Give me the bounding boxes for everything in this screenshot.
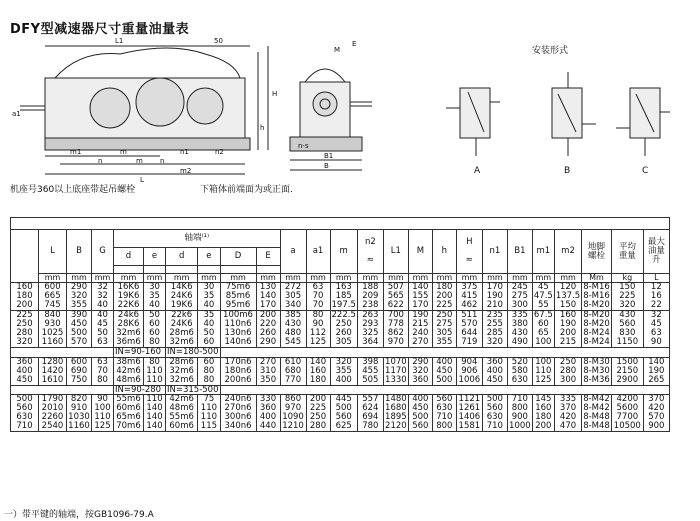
table-cell: 30 35 40 [198, 283, 220, 311]
dimension-table [10, 217, 670, 432]
table-cell: 60 80 80 [198, 357, 220, 385]
unit-cell: mm [280, 274, 306, 283]
unit-cell: mm [198, 274, 220, 283]
unit-cell: mm [532, 274, 554, 283]
front-view-drawing [20, 46, 268, 174]
unit-cell: mm [220, 274, 256, 283]
header-n2: n2 ≈ [357, 230, 383, 274]
table-cell: 360 400 450 [11, 357, 39, 385]
table-cell: 272 305 340 [280, 283, 306, 311]
header-weight: 平均 重量 [611, 230, 643, 274]
label-n-s: n-s [298, 142, 309, 150]
table-cell: 500 560 630 710 [482, 395, 507, 432]
table-cell: 1070 1170 1330 [385, 356, 407, 385]
table-cell: 245 275 300 [507, 283, 532, 311]
header-oil: 最大 油量 升 [643, 230, 669, 274]
unit-cell: mm [166, 274, 198, 283]
header-a1: a1 [306, 230, 330, 274]
table-cell: 600 665 745 [39, 283, 67, 311]
label-h: h [260, 124, 265, 132]
table-cell: 8-M42 8-M42 8-M48 8-M48 [583, 394, 610, 432]
table-cell: 335 370 420 470 [554, 395, 581, 432]
table-cell: 45 47.5 55 [533, 282, 553, 311]
unit-cell: mm [67, 274, 92, 283]
table-cell: 1480 1680 1895 2120 [385, 394, 407, 432]
table-cell: 24k6 28K6 32m6 36m6 [114, 311, 144, 348]
label-m: m [120, 148, 127, 156]
mounting-label-a: A [474, 166, 481, 176]
table-cell: 610 680 770 [280, 357, 306, 385]
table-cell: 80 110 110 [144, 357, 166, 385]
mounting-b-drawing [552, 72, 596, 156]
shaft-ratio-label: IN=90-160 [114, 347, 166, 357]
table-cell: 145 160 180 200 [532, 395, 554, 432]
table-cell: 400 450 500 [432, 357, 456, 385]
unit-cell: mm [456, 274, 482, 283]
header-shaft-e2: e [198, 248, 220, 266]
header-shaft-e1: e [144, 248, 166, 266]
table-cell: 40 45 50 63 [92, 311, 114, 348]
table-subheader-row [11, 347, 670, 357]
table-cell: 170n6 180n6 200n6 [220, 357, 256, 385]
table-cell: 42m6 48m6 55m6 60m6 [166, 395, 198, 432]
table-cell: 398 455 505 [357, 357, 383, 385]
table-cell: 860 970 1090 1210 [280, 395, 306, 432]
table-cell: 32 32 40 [92, 283, 114, 311]
unit-cell: mm [554, 274, 581, 283]
table-top-row [11, 218, 670, 230]
table-header-row [11, 230, 670, 248]
table-cell: 560 630 710 800 [432, 395, 456, 432]
table-cell: 100m6 110n6 130n6 140n6 [220, 311, 256, 348]
table-cell: 507 565 622 [383, 283, 408, 311]
table-cell: 250 280 300 [554, 357, 581, 385]
mounting-title: 安装形式 [532, 46, 569, 56]
header-B1: B1 [507, 230, 532, 274]
mounting-label-c: C [642, 166, 649, 176]
unit-cell: mm [306, 274, 330, 283]
table-cell: 75m6 85m6 95m6 [220, 283, 256, 311]
header-L1: L1 [383, 230, 408, 274]
table-cell: 170 190 210 [482, 283, 507, 311]
table-cell: 235 255 285 320 [482, 311, 507, 348]
note-front-face: 下箱体前端面为或正面. [200, 185, 293, 195]
table-cell: 1121 1261 1406 1581 [456, 395, 482, 432]
table-cell: 55m6 60m6 65m6 70m6 [114, 395, 144, 432]
table-cell: 500 560 630 710 [11, 395, 39, 432]
table-body [11, 283, 670, 432]
table-cell: 150 225 320 [611, 283, 643, 311]
shaft-ratio-label: IN=315-500 [167, 384, 219, 395]
shaft-ratio-label: IN=90-280 [114, 385, 166, 395]
header-n1: n1 [482, 230, 507, 274]
footnote: 一）带平键的轴端，按GB1096-79.A [4, 510, 154, 520]
table-cell: 75 110 110 115 [198, 395, 220, 432]
gearbox-drawings [0, 32, 700, 182]
unit-cell: mm [482, 274, 507, 283]
header-m1: m1 [532, 230, 554, 274]
table-cell: 820 910 1030 1160 [68, 394, 90, 432]
label-m1: m1 [70, 148, 82, 156]
table-cell: 16K6 19K6 22K6 [114, 283, 144, 311]
shaft-ratio-label: IN=180-500 [167, 346, 219, 357]
header-G: G [92, 230, 114, 274]
table-cell: 8-M16 8-M16 8-M20 [583, 282, 610, 311]
table-cell: 8-M20 8-M20 8-M24 8-M24 [583, 310, 610, 347]
label-m2: m2 [180, 167, 192, 175]
label-L1: L1 [115, 37, 124, 45]
table-cell: 1280 1420 1610 [39, 357, 67, 385]
unit-cell: mm [256, 274, 280, 283]
header-m2: m2 [554, 230, 581, 274]
table-cell: 140 160 180 [306, 357, 330, 385]
table-cell: 200 225 250 280 [306, 395, 330, 432]
table-cell: 100 110 125 [532, 357, 554, 385]
unit-cell: mm [114, 274, 144, 283]
label-a1: a1 [12, 110, 21, 118]
header-a: a [280, 230, 306, 274]
table-cell: 222.5 250 260 305 [331, 310, 356, 347]
table-cell: 290 320 360 [408, 357, 432, 385]
table-cell: 38m6 42m6 48m6 [114, 357, 144, 385]
table-cell: 1790 2010 2260 2540 [39, 395, 67, 432]
header-bolt: 地脚 螺栓 [582, 230, 612, 274]
table-cell: 290 320 355 [67, 283, 92, 311]
label-n1: n1 [180, 148, 189, 156]
header-shaft: 轴端⁽¹⁾ [114, 230, 281, 248]
table-cell: 50 60 60 80 [144, 311, 166, 348]
table-cell: 445 500 560 625 [330, 395, 357, 432]
unit-cell: mm [357, 274, 383, 283]
table-row [11, 357, 670, 385]
unit-cell: Mm [582, 274, 612, 283]
unit-cell: mm [383, 274, 408, 283]
table-subheader-row [11, 385, 670, 395]
unit-cell: mm [39, 274, 67, 283]
note-lifting-bolt: 机座号360以上底座带起吊螺栓 [10, 185, 136, 195]
table-cell: 190 215 240 270 [408, 311, 432, 348]
table-cell: 160 180 200 [11, 283, 39, 311]
header-h: h [432, 230, 456, 274]
table-cell: 710 800 900 1000 [509, 394, 531, 432]
table-cell: 700 778 862 970 [383, 311, 408, 348]
table-cell: 250 275 305 355 [432, 311, 456, 348]
table-row [11, 283, 670, 311]
table-cell: 520 580 630 [507, 357, 532, 385]
table-cell: 263 293 325 364 [357, 311, 383, 348]
table-row [11, 311, 670, 348]
table-cell: 200 220 260 290 [256, 311, 280, 348]
table-cell: 320 355 400 [330, 357, 357, 385]
table-cell: 370 420 570 900 [643, 395, 669, 432]
table-cell: 4200 5600 7700 10500 [611, 395, 643, 432]
label-50: 50 [214, 37, 223, 45]
table-cell: 32 45 63 90 [643, 311, 669, 348]
table-cell: 14K6 24K6 19K6 [166, 283, 198, 311]
mounting-label-b: B [564, 166, 571, 176]
header-B: B [67, 230, 92, 274]
table-cell: 67.5 60 65 100 [533, 310, 553, 347]
unit-cell: mm [92, 274, 114, 283]
unit-cell: L [643, 274, 669, 283]
table-cell: 840 930 1025 1160 [39, 311, 67, 348]
table-cell: 160 190 200 215 [554, 311, 581, 348]
label-B: B [324, 162, 329, 170]
header-shaft-D: D [220, 248, 256, 266]
table-cell: 600 690 750 [67, 357, 92, 385]
table-cell: 330 360 400 440 [256, 395, 280, 432]
table-cell: 130 140 170 [256, 283, 280, 311]
table-cell: 140 155 170 [408, 283, 432, 311]
header-shaft-d1: d [114, 248, 144, 266]
label-n2: n2 [215, 148, 224, 156]
table-cell: 557 624 694 780 [357, 395, 383, 432]
table-cell: 120 137.5 150 [555, 282, 581, 311]
table-cell: 80 90 112 125 [306, 311, 330, 348]
mounting-a-drawing [446, 88, 500, 156]
label-n-lower: n [160, 157, 165, 165]
table-cell: 400 450 500 560 [408, 395, 432, 432]
label-L: L [140, 176, 144, 182]
table-cell: 35 40 50 60 [198, 311, 220, 348]
table-cell: 22k6 24K6 28m6 32m6 [166, 311, 198, 348]
table-cell: 8-M30 8-M30 8-M36 [583, 356, 610, 385]
unit-cell: kg [611, 274, 643, 283]
table-cell: 430 560 830 1150 [611, 311, 643, 348]
table-cell: 390 450 500 570 [67, 311, 92, 348]
table-cell: 1500 2150 2900 [611, 357, 643, 385]
table-cell: 63 70 70 [306, 283, 330, 311]
label-H: H [272, 90, 278, 98]
table-cell: 110 140 140 140 [144, 395, 166, 432]
table-cell: 360 400 450 [482, 357, 507, 385]
header-shaft-E: E [256, 248, 280, 266]
label-n: n [98, 157, 103, 165]
label-m-lower: m [136, 157, 143, 165]
unit-cell: mm [408, 274, 432, 283]
table-cell: 385 430 480 545 [280, 311, 306, 348]
table-cell: 904 906 1006 [456, 357, 482, 385]
unit-cell: mm [432, 274, 456, 283]
table-cell: 63 70 80 [92, 357, 114, 385]
table-cell: 12 16 22 [643, 283, 669, 311]
table-cell: 90 100 110 125 [92, 395, 114, 432]
header-H: H ≈ [456, 230, 482, 274]
table-cell: 188 209 238 [357, 283, 383, 311]
table-cell: 180 200 225 [432, 283, 456, 311]
table-cell: 30 35 40 [144, 283, 166, 311]
label-M: M [334, 46, 341, 54]
table-cell: 163 185 197.5 [331, 282, 356, 311]
table-row [11, 395, 670, 432]
table-cell: 375 415 462 [456, 283, 482, 311]
table-cell: 28m6 32m6 32m6 [166, 357, 198, 385]
table-cell: 240n6 270n6 300n6 340n6 [220, 395, 256, 432]
header-shaft-d2: d [166, 248, 198, 266]
table-cell: 511 570 644 719 [456, 311, 482, 348]
table-cell: 335 380 430 490 [507, 311, 532, 348]
unit-cell: mm [507, 274, 532, 283]
header-L: L [39, 230, 67, 274]
unit-cell: mm [144, 274, 166, 283]
mounting-c-drawing [616, 88, 670, 156]
page-title: DFY型减速器尺寸重量油量表 [10, 22, 190, 37]
header-M: M [408, 230, 432, 274]
table-cell: 270 310 350 [256, 357, 280, 385]
header-m: m [330, 230, 357, 274]
table-cell: 225 250 280 320 [11, 311, 39, 348]
label-B1: B1 [324, 152, 334, 160]
label-E-side: E [352, 40, 357, 48]
table-cell: 140 190 265 [643, 357, 669, 385]
unit-cell: mm [330, 274, 357, 283]
